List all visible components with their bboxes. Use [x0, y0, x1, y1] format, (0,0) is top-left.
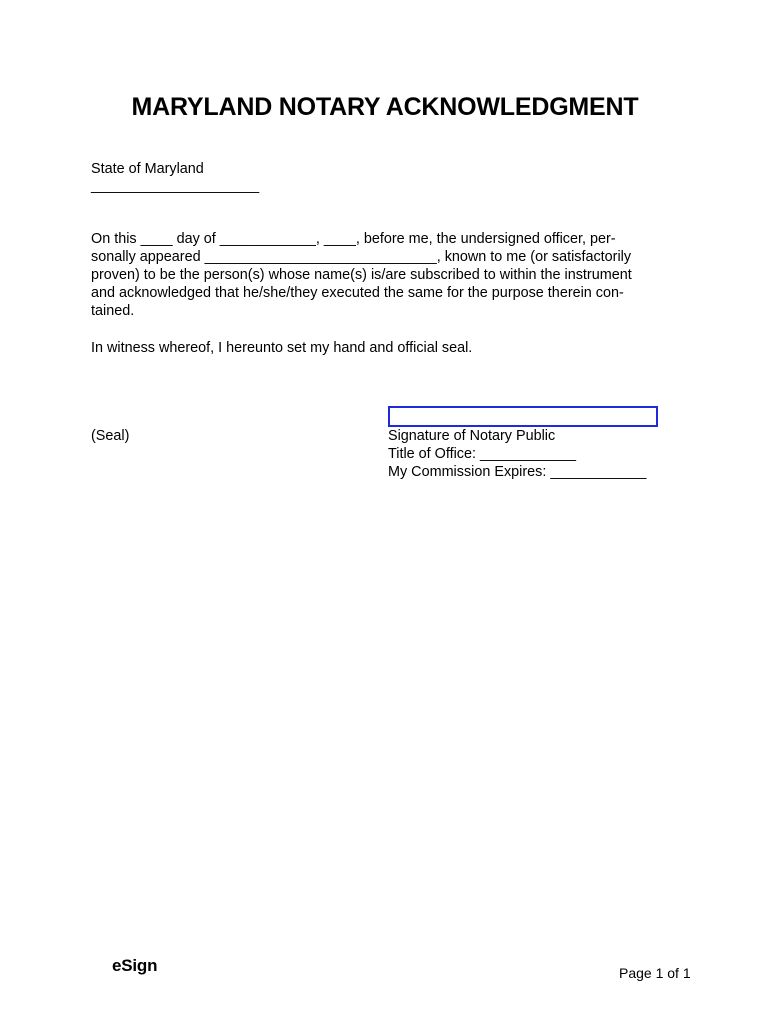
paragraph-line: On this ____ day of ____________, ____, before me, the undersigned officer, per-	[91, 231, 616, 247]
paragraph-line: sonally appeared _____________________________, known to me (or satisfactorily	[91, 249, 632, 265]
paragraph-line: tained.	[91, 303, 135, 319]
esign-logo: eSign	[112, 956, 158, 975]
document-title: MARYLAND NOTARY ACKNOWLEDGMENT	[131, 93, 639, 121]
signature-input-field[interactable]	[388, 406, 658, 427]
page-number: Page 1 of 1	[619, 965, 691, 981]
acknowledgment-paragraph	[91, 230, 661, 320]
county-blank: _____________________	[91, 178, 260, 194]
state-label: State of Maryland	[91, 161, 204, 177]
paragraph-line: and acknowledged that he/she/they executed the same for the purpose therein con-	[91, 285, 624, 301]
paragraph-line: proven) to be the person(s) whose name(s) is/are subscribed to within the instrument	[91, 267, 632, 283]
title-of-office: Title of Office: ____________	[388, 446, 577, 462]
signature-label: Signature of Notary Public	[388, 428, 556, 444]
witness-line: In witness whereof, I hereunto set my hand and official seal.	[91, 340, 473, 356]
seal-label: (Seal)	[91, 428, 130, 444]
commission-expires: My Commission Expires: ____________	[388, 464, 647, 480]
